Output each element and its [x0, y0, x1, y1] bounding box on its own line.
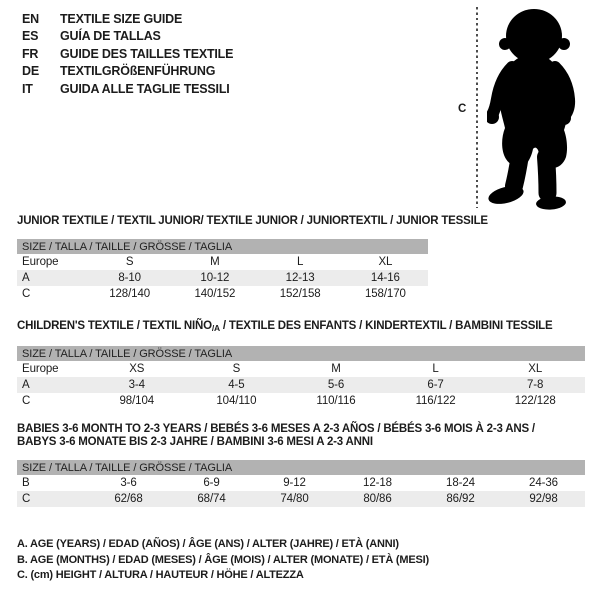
- size-cell: 3-6: [120, 477, 137, 489]
- size-cell: 128/140: [109, 288, 151, 300]
- language-title: TEXTILGRÖßENFÜHRUNG: [60, 64, 216, 79]
- size-cell: 4-5: [228, 379, 245, 391]
- babies-size-table: [17, 460, 585, 507]
- row-label: A: [22, 379, 30, 391]
- language-row-en: [22, 10, 233, 28]
- table-row-age: [17, 270, 428, 286]
- language-row-fr: [22, 45, 233, 63]
- size-bar: SIZE / TALLA / TAILLE / GRÖSSE / TAGLIA: [17, 346, 585, 361]
- heading-part: / TEXTILE DES ENFANTS / KINDERTEXTIL / BAMBINI TESSILE: [219, 320, 553, 332]
- heading-part: CHILDREN'S TEXTILE / TEXTIL NIÑO: [17, 320, 212, 332]
- size-cell: 12-18: [363, 477, 392, 489]
- row-label: Europe: [22, 363, 59, 375]
- row-label: A: [22, 272, 30, 284]
- size-cell: 140/152: [194, 288, 236, 300]
- table-row-height: [17, 393, 585, 409]
- table-row-age: [17, 377, 585, 393]
- heading-line: BABIES 3-6 MONTH TO 2-3 YEARS / BEBÉS 3-6 MESES A 2-3 AÑOS / BÉBÉS 3-6 MOIS À 2-3 ANS /: [17, 423, 535, 435]
- size-cell: 24-36: [529, 477, 558, 489]
- size-cell: L: [432, 363, 439, 375]
- height-measure-label: C: [458, 103, 467, 115]
- language-code: EN: [22, 11, 39, 26]
- size-cell: 5-6: [327, 379, 345, 391]
- size-cell: 14-16: [370, 272, 400, 284]
- language-row-de: [22, 63, 233, 81]
- junior-size-table: [17, 239, 428, 302]
- children-size-table: [17, 346, 585, 409]
- language-code: DE: [22, 64, 39, 79]
- language-row-it: [22, 80, 233, 98]
- size-cell: 80/86: [363, 493, 392, 505]
- heading-subscript: /A: [211, 323, 220, 333]
- language-row-es: [22, 28, 233, 46]
- size-cell: XS: [129, 363, 145, 375]
- size-cell: 3-4: [128, 379, 145, 391]
- table-row-europe: [17, 254, 428, 270]
- size-cell: 62/68: [114, 493, 143, 505]
- row-label: C: [22, 493, 31, 505]
- row-label: B: [22, 477, 30, 489]
- table-row-height: [17, 491, 585, 507]
- size-cell: 110/116: [316, 395, 356, 407]
- section-junior-textile: [17, 215, 488, 302]
- note-age-years: A. AGE (YEARS) / EDAD (AÑOS) / ÂGE (ANS) / ALTER (JAHRE) / ETÀ (ANNI): [17, 538, 399, 550]
- size-cell: 122/128: [514, 395, 556, 407]
- language-code: ES: [22, 29, 39, 44]
- section-babies-textile: [17, 423, 585, 507]
- size-cell: 68/74: [197, 493, 226, 505]
- table-row-age-months: [17, 475, 585, 491]
- row-label: Europe: [22, 256, 59, 268]
- size-cell: 98/104: [119, 395, 155, 407]
- language-code: IT: [22, 81, 33, 96]
- size-cell: 74/80: [280, 493, 309, 505]
- size-cell: 6-7: [427, 379, 444, 391]
- size-cell: 6-9: [203, 477, 220, 489]
- size-cell: 7-8: [527, 379, 544, 391]
- language-title: GUIDA ALLE TAGLIE TESSILI: [60, 81, 230, 96]
- size-cell: 10-12: [200, 272, 230, 284]
- size-cell: 116/122: [415, 395, 456, 407]
- size-cell: 8-10: [118, 272, 141, 284]
- section-heading: [17, 320, 585, 335]
- size-bar: SIZE / TALLA / TAILLE / GRÖSSE / TAGLIA: [17, 239, 428, 254]
- section-childrens-textile: [17, 320, 585, 409]
- size-cell: 12-13: [285, 272, 315, 284]
- size-cell: 86/92: [446, 493, 475, 505]
- row-label: C: [22, 395, 31, 407]
- size-cell: 18-24: [446, 477, 475, 489]
- size-cell: S: [125, 256, 134, 268]
- section-heading: [17, 423, 585, 449]
- size-bar: SIZE / TALLA / TAILLE / GRÖSSE / TAGLIA: [17, 460, 585, 475]
- baby-silhouette: [487, 7, 583, 210]
- language-title: GUÍA DE TALLAS: [60, 29, 161, 44]
- row-label: C: [22, 288, 31, 300]
- note-age-months: B. AGE (MONTHS) / EDAD (MESES) / ÂGE (MOIS) / ALTER (MONATE) / ETÀ (MESI): [17, 553, 429, 566]
- legend-notes: [17, 537, 429, 584]
- language-legend: [22, 10, 233, 98]
- size-cell: 92/98: [529, 493, 558, 505]
- table-row-europe: [17, 361, 585, 377]
- size-cell: XL: [378, 256, 393, 268]
- language-title: GUIDE DES TAILLES TEXTILE: [60, 46, 234, 61]
- height-dotted-line: [476, 7, 478, 208]
- size-cell: M: [210, 256, 220, 268]
- note-height-cm: C. (cm) HEIGHT / ALTURA / HAUTEUR / HÖHE / ALTEZZA: [17, 569, 304, 581]
- table-row-height: [17, 286, 428, 302]
- size-cell: S: [232, 363, 241, 375]
- language-code: FR: [22, 46, 39, 61]
- language-title: TEXTILE SIZE GUIDE: [60, 11, 183, 26]
- heading-line: BABYS 3-6 MONATE BIS 2-3 JAHRE / BAMBINI 3-6 MESI A 2-3 ANNI: [17, 436, 373, 448]
- size-cell: 9-12: [283, 477, 306, 489]
- size-cell: 158/170: [364, 288, 406, 300]
- size-cell: L: [296, 256, 304, 268]
- size-cell: XL: [528, 363, 543, 375]
- baby-height-figure: [450, 0, 590, 220]
- section-heading: JUNIOR TEXTILE / TEXTIL JUNIOR/ TEXTILE JUNIOR / JUNIORTEXTIL / JUNIOR TESSILE: [17, 215, 488, 227]
- size-cell: M: [331, 363, 341, 375]
- size-cell: 152/158: [279, 288, 321, 300]
- size-cell: 104/110: [216, 395, 257, 407]
